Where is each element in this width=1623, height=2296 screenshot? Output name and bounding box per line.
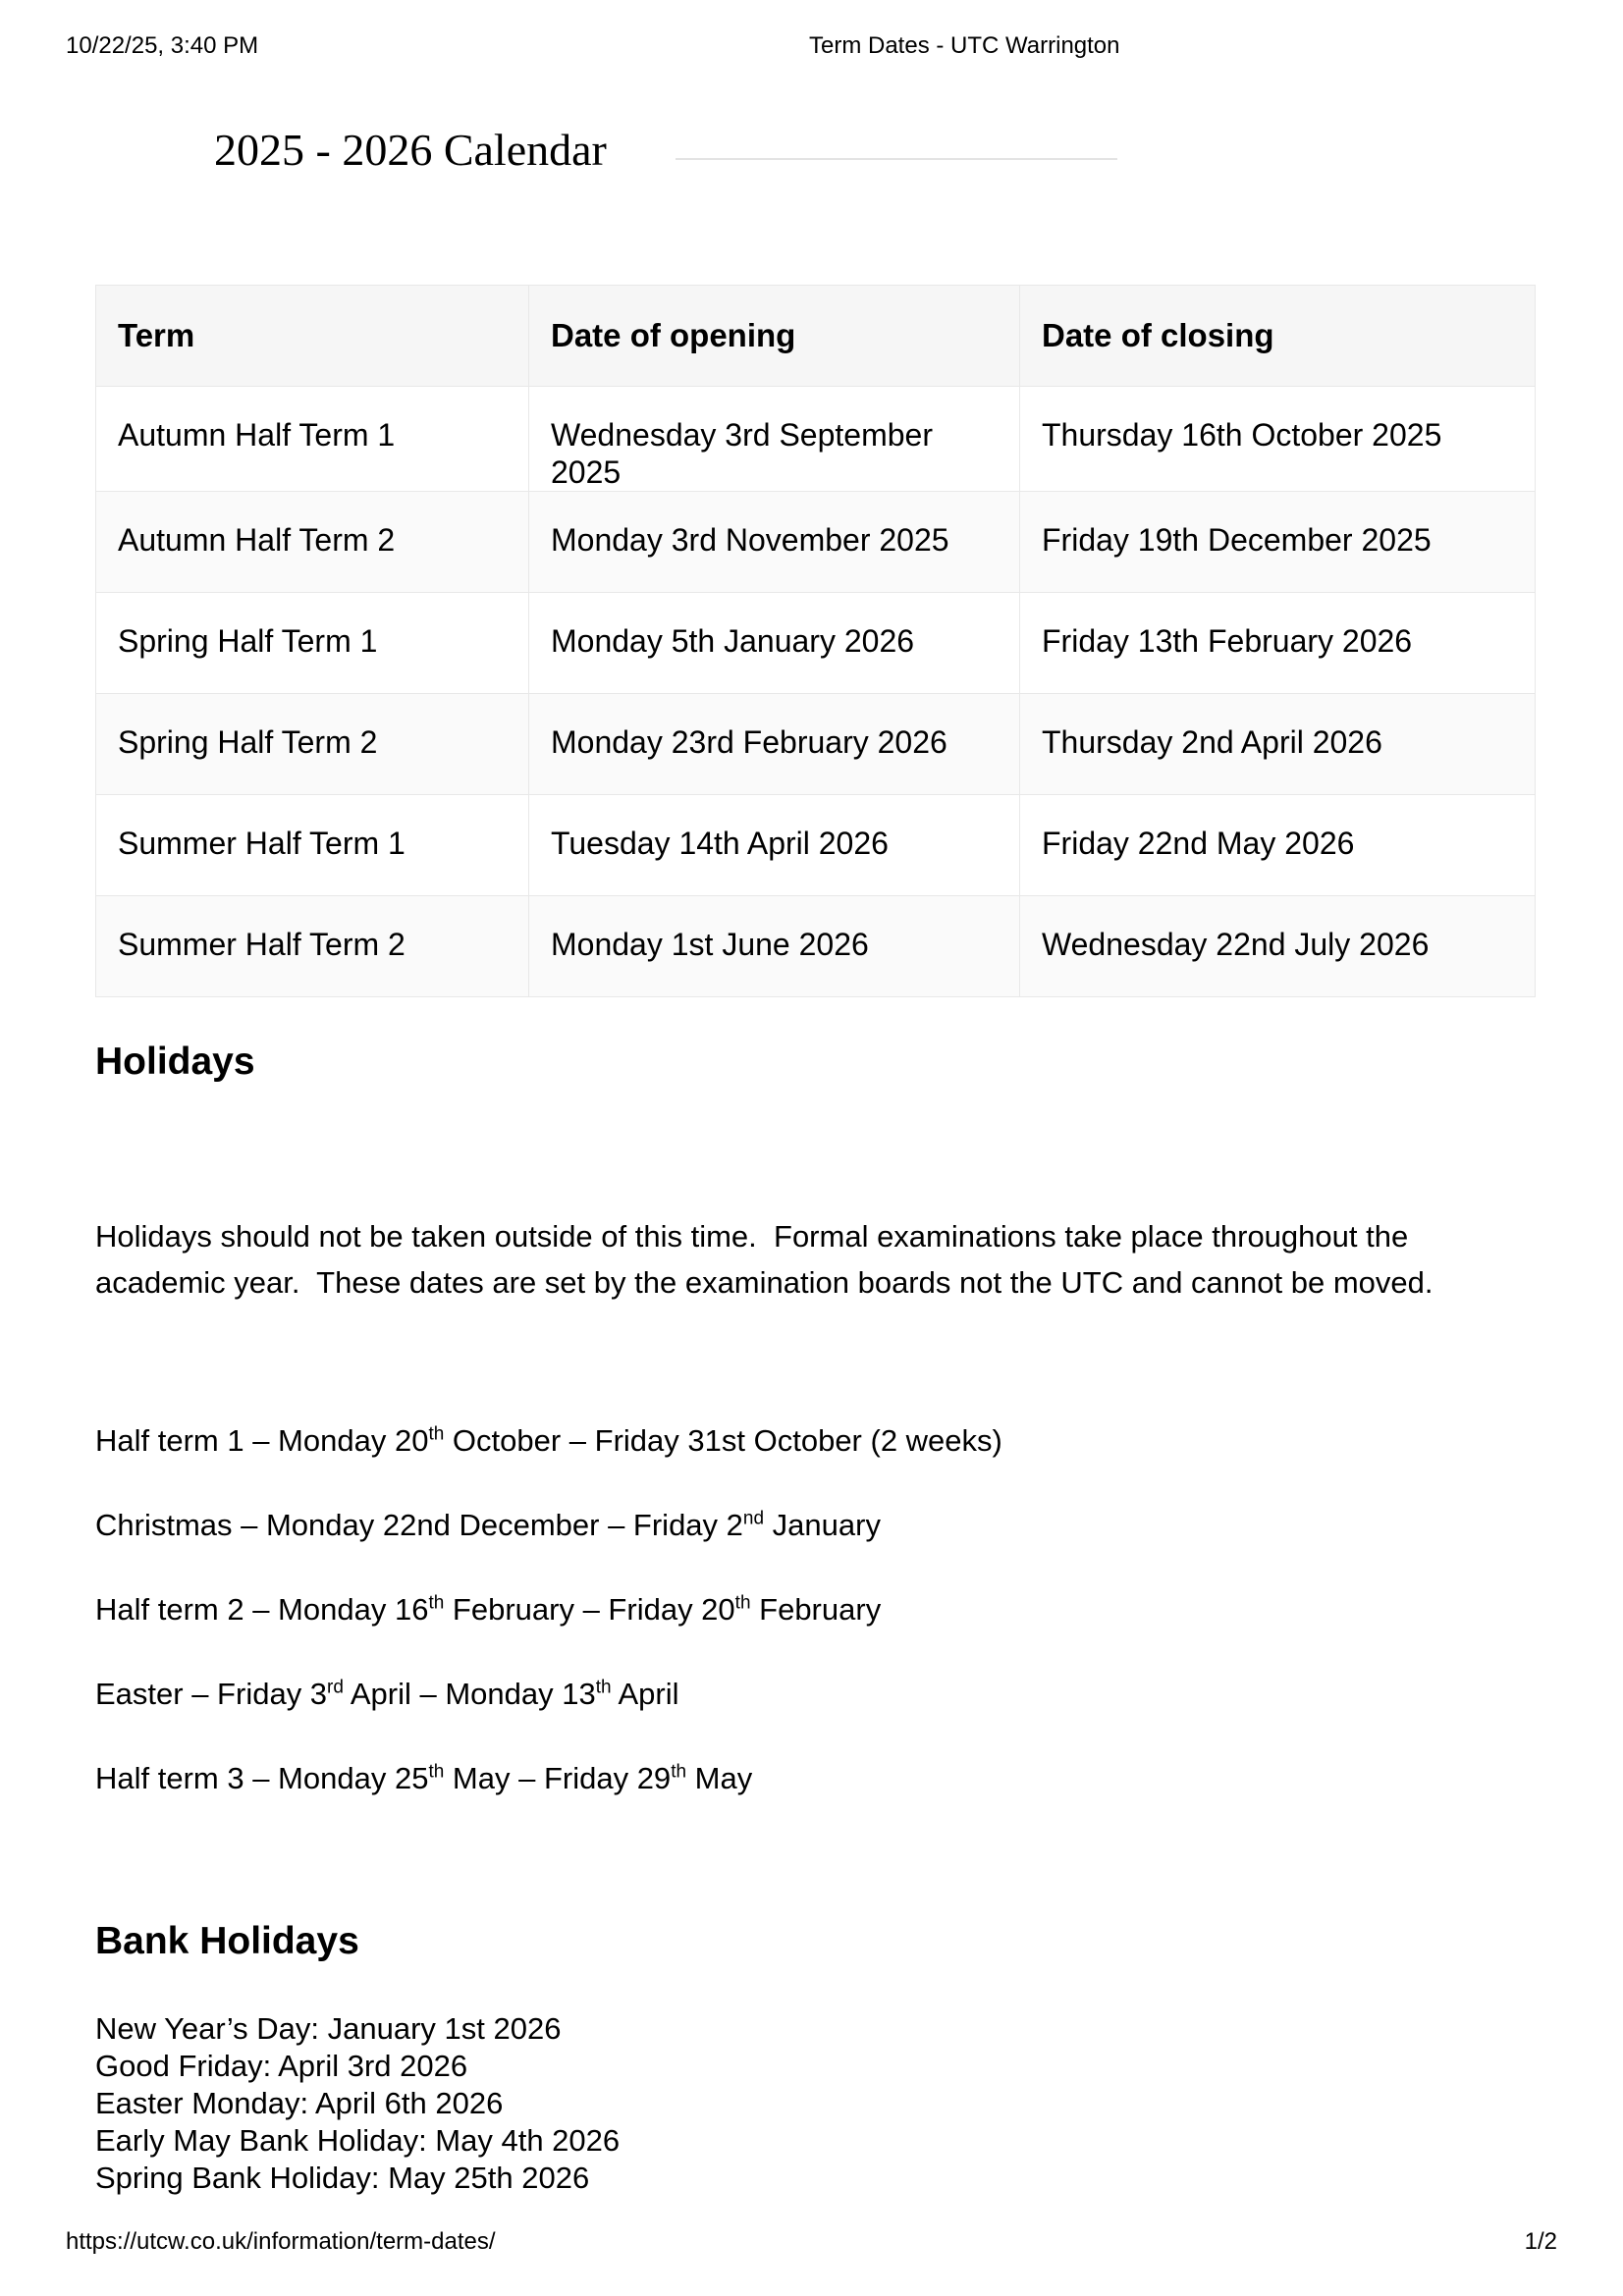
table-header-row [96, 286, 1536, 387]
table-cell: Wednesday 3rd September 2025 [529, 387, 1020, 492]
table-cell: Friday 22nd May 2026 [1020, 795, 1536, 896]
ordinal-superscript: rd [327, 1677, 344, 1698]
print-datetime: 10/22/25, 3:40 PM [66, 32, 259, 59]
table-cell: Autumn Half Term 2 [96, 492, 529, 593]
term-dates-table [95, 285, 1536, 997]
table-cell: Thursday 2nd April 2026 [1020, 694, 1536, 795]
table-row [96, 387, 1536, 492]
ordinal-superscript: th [428, 1423, 445, 1445]
table-cell: Summer Half Term 2 [96, 896, 529, 997]
period-text: Half term 1 – Monday 20 [95, 1423, 429, 1458]
bank-holiday-item: Early May Bank Holiday: May 4th 2026 [95, 2123, 621, 2158]
period-text: February – Friday 20 [444, 1592, 735, 1627]
table-cell: Friday 13th February 2026 [1020, 593, 1536, 694]
period-text: Easter – Friday 3 [95, 1677, 328, 1711]
period-text: May [686, 1761, 753, 1795]
table-cell: Friday 19th December 2025 [1020, 492, 1536, 593]
holiday-period [95, 1506, 1002, 1545]
table-cell: Autumn Half Term 1 [96, 387, 529, 492]
bank-holiday-item: Good Friday: April 3rd 2026 [95, 2049, 468, 2083]
period-text: April – Monday 13 [343, 1677, 596, 1711]
table-cell: Monday 5th January 2026 [529, 593, 1020, 694]
period-text: October – Friday 31st October (2 weeks) [444, 1423, 1002, 1458]
period-text: Christmas – Monday 22nd December – Friday 2 [95, 1508, 743, 1542]
period-text: April [611, 1677, 679, 1711]
table-row [96, 694, 1536, 795]
page-title: 2025 - 2026 Calendar [214, 125, 607, 175]
ordinal-superscript: th [671, 1761, 687, 1783]
table-cell: Spring Half Term 1 [96, 593, 529, 694]
holidays-intro: Holidays should not be taken outside of this time. Formal examinations take place throughout the academic year. These dates are set by the examination boards not the UTC and cannot be moved. [95, 1219, 1434, 1300]
holiday-periods [95, 1421, 1002, 1843]
holiday-period [95, 1759, 1002, 1798]
column-header: Date of opening [529, 286, 1020, 387]
holiday-period [95, 1421, 1002, 1461]
ordinal-superscript: th [734, 1592, 751, 1614]
print-document-title: Term Dates - UTC Warrington [809, 32, 1120, 59]
bank-holiday-item: New Year’s Day: January 1st 2026 [95, 2011, 562, 2046]
period-text: February [750, 1592, 882, 1627]
table-row [96, 896, 1536, 997]
table-cell: Monday 3rd November 2025 [529, 492, 1020, 593]
table-row [96, 492, 1536, 593]
period-text: May – Friday 29 [444, 1761, 672, 1795]
footer-url: https://utcw.co.uk/information/term-dates/ [66, 2228, 496, 2255]
period-text: Half term 3 – Monday 25 [95, 1761, 429, 1795]
table-cell: Thursday 16th October 2025 [1020, 387, 1536, 492]
table-cell: Summer Half Term 1 [96, 795, 529, 896]
period-text: Half term 2 – Monday 16 [95, 1592, 429, 1627]
table-cell: Tuesday 14th April 2026 [529, 795, 1020, 896]
bank-holiday-list [95, 2010, 620, 2197]
holidays-heading: Holidays [95, 1041, 255, 1083]
holiday-period [95, 1675, 1002, 1714]
page-number: 1/2 [1524, 2228, 1557, 2255]
ordinal-superscript: nd [742, 1508, 765, 1529]
table-row [96, 795, 1536, 896]
period-text: January [764, 1508, 881, 1542]
table-cell: Spring Half Term 2 [96, 694, 529, 795]
column-header: Date of closing [1020, 286, 1536, 387]
column-header: Term [96, 286, 529, 387]
term-table-body [96, 387, 1536, 997]
ordinal-superscript: th [428, 1761, 445, 1783]
bank-holidays-heading: Bank Holidays [95, 1920, 359, 1962]
ordinal-superscript: th [595, 1677, 612, 1698]
table-cell: Monday 23rd February 2026 [529, 694, 1020, 795]
holiday-period [95, 1590, 1002, 1629]
title-divider [676, 158, 1117, 160]
table-cell: Wednesday 22nd July 2026 [1020, 896, 1536, 997]
table-cell: Monday 1st June 2026 [529, 896, 1020, 997]
bank-holiday-item: Easter Monday: April 6th 2026 [95, 2086, 504, 2120]
bank-holiday-item: Spring Bank Holiday: May 25th 2026 [95, 2161, 590, 2195]
ordinal-superscript: th [428, 1592, 445, 1614]
table-row [96, 593, 1536, 694]
